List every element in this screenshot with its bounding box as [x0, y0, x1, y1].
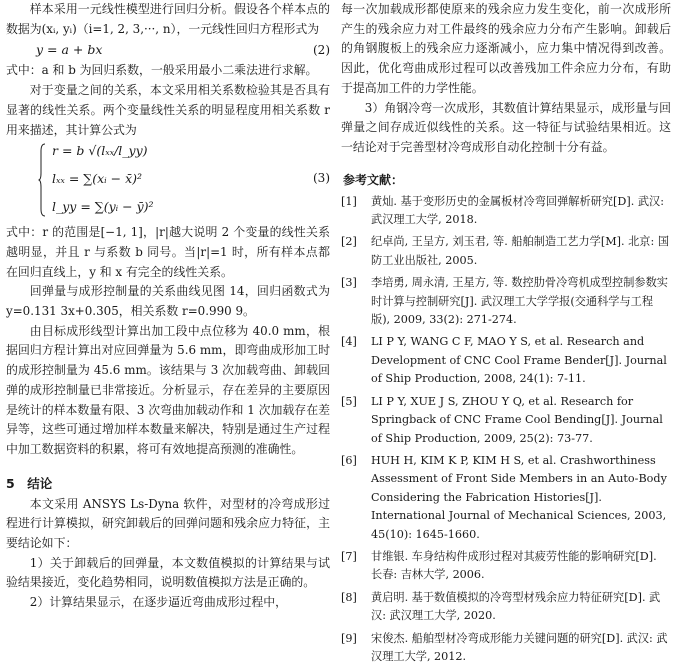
paragraph-correlation: 对于变量之间的关系，本文采用相关系数检验其是否具有显著的线性关系。两个变量线性关系的明显程度用相关系数 r 用来描述，其计算公式为	[6, 83, 330, 137]
reference-item: [8] 黄启明. 基于数值模拟的冷弯型材残余应力特征研究[D]. 武汉: 武汉理工大学, 2020.	[341, 590, 661, 623]
paragraph-conclusion-1: 1）关于卸载后的回弹量，本文数值模拟的计算结果与试验结果接近，变化趋势相同，说明数值模拟方法是正确的。	[6, 555, 330, 590]
equation-2-number: (2)	[313, 43, 330, 58]
reference-item: [6] HUH H, KIM K P, KIM H S, et al. Crashworthiness Assessment of Front Side Members in an Auto-Body Considering the Fabrication Histories[J]. International Journal of Mechanical Sciences, 2003, 45(10): 1645-1660.	[341, 453, 667, 541]
right-column	[341, 0, 671, 670]
paragraph-conclusion-intro: 本文采用 ANSYS Ls-Dyna 软件，对型材的冷弯成形过程进行计算模拟，研究卸载后的回弹问题和残余应力特征，主要结论如下：	[6, 496, 330, 551]
reference-item: [9] 宋俊杰. 船舶型材冷弯成形能力关键问题的研究[D]. 武汉: 武汉理工大学, 2012.	[341, 631, 668, 663]
equation-3	[6, 141, 330, 221]
equation-3-lyy: l_yy = ∑(yᵢ − ȳ)²	[52, 199, 154, 215]
reference-item: [3] 李培勇, 周永清, 王星方, 等. 数控肋骨冷弯机成型控制参数实时计算与控制研究[J]. 武汉理工大学学报(交通科学与工程版), 2009, 33(2): 271-274.	[341, 276, 668, 327]
reference-item: [5] LI P Y, XUE J S, ZHOU Y Q, et al. Research for Springback of CNC Frame Cool Bending[J]. Journal of Ship Production, 2009, 25(2): 73-77.	[341, 394, 663, 445]
equation-3-lxx: lₓₓ = ∑(xᵢ − x̄)²	[52, 171, 143, 187]
left-column	[6, 0, 330, 613]
paragraph-conclusion-2: 2）计算结果显示，在逐步逼近弯曲成形过程中，	[29, 595, 288, 610]
equation-3-number: (3)	[313, 171, 330, 186]
paragraph-regression-model: 样本采用一元线性模型进行回归分析。假设各个样本点的数据为(xᵢ, yᵢ)（i=1, 2, 3,···, n），一元线性回归方程形式为	[6, 2, 330, 36]
equation-2	[6, 39, 330, 61]
paragraph-conclusion-3: 3）角钢冷弯一次成形，其数值计算结果显示，成形量与回弹量之间存成近似线性的关系。这一特征与试验结果相近。这一结论对于完善型材冷弯成形自动化控制十分有益。	[341, 100, 671, 154]
reference-list	[341, 193, 671, 667]
equation-3-r: r = b √(lₓₓ/l_yy)	[52, 143, 148, 159]
paragraph-residual-stress: 每一次加载成形都使原来的残余应力发生变化，前一次成形所产生的残余应力对工件最终的残余应力分布产生影响。卸载后的角钢腹板上的残余应力逐渐减小，应力集中情况得到改善。因此，优化弯曲成形过程可以改善残加工件余应力分布，有助于提高加工件的力学性能。	[341, 2, 671, 95]
reference-item: [4] LI P Y, WANG C F, MAO Y S, et al. Research and Development of CNC Cool Frame Bender[J]. Journal of Ship Production, 2008, 24(1): 7-11.	[341, 335, 667, 386]
brace-icon	[38, 143, 46, 217]
references-title: 参考文献：	[343, 172, 404, 187]
paragraph-target-displacement: 由目标成形线型计算出加工段中点位移为 40.0 mm，根据回归方程计算出对应回弹量为 5.6 mm，即弯曲成形加工时的成形控制量为 45.6 mm。该结果与 3 次加载弯曲、卸载回弹的成形控制量已非常接近。分析显示，存在差异的主要原因是统计的样本数量有限、3 次弯曲加载动作和 1 次加载存在差异等，这些可通过增加样本数量来解决，特别是通过生产过程中加工数据资料的积累，将可有效地提高预测的准确性。	[6, 323, 330, 456]
reference-item: [7] 甘维银. 车身结构件成形过程对其疲劳性能的影响研究[D]. 长春: 吉林大学, 2006.	[341, 549, 657, 582]
paragraph-r-range: 式中：r 的范围是[−1, 1]，|r|越大说明 2 个变量的线性关系越明显，并且 r 与系数 b 同号。当|r|=1 时，所有样本点都在回归直线上，y 和 x 有完全的线性关系。	[6, 225, 330, 279]
reference-item: [2] 纪卓尚, 王呈方, 刘玉君, 等. 船舶制造工艺力学[M]. 北京: 国防工业出版社, 2005.	[341, 235, 670, 267]
equation-2-expression: y = a + bx	[36, 42, 103, 58]
reference-item: [1] 黄灿. 基于变形历史的金属板材冷弯回弹解析研究[D]. 武汉: 武汉理工大学, 2018.	[341, 194, 665, 227]
paragraph-regression-result: 回弹量与成形控制量的关系曲线见图 14，回归函数式为 y=0.131 3x+0.305，相关系数 r=0.990 9。	[6, 284, 330, 319]
paragraph-coefficients: 式中：a 和 b 为回归系数，一般采用最小二乘法进行求解。	[6, 63, 318, 78]
section-title-conclusion: 5 结论	[6, 475, 53, 491]
